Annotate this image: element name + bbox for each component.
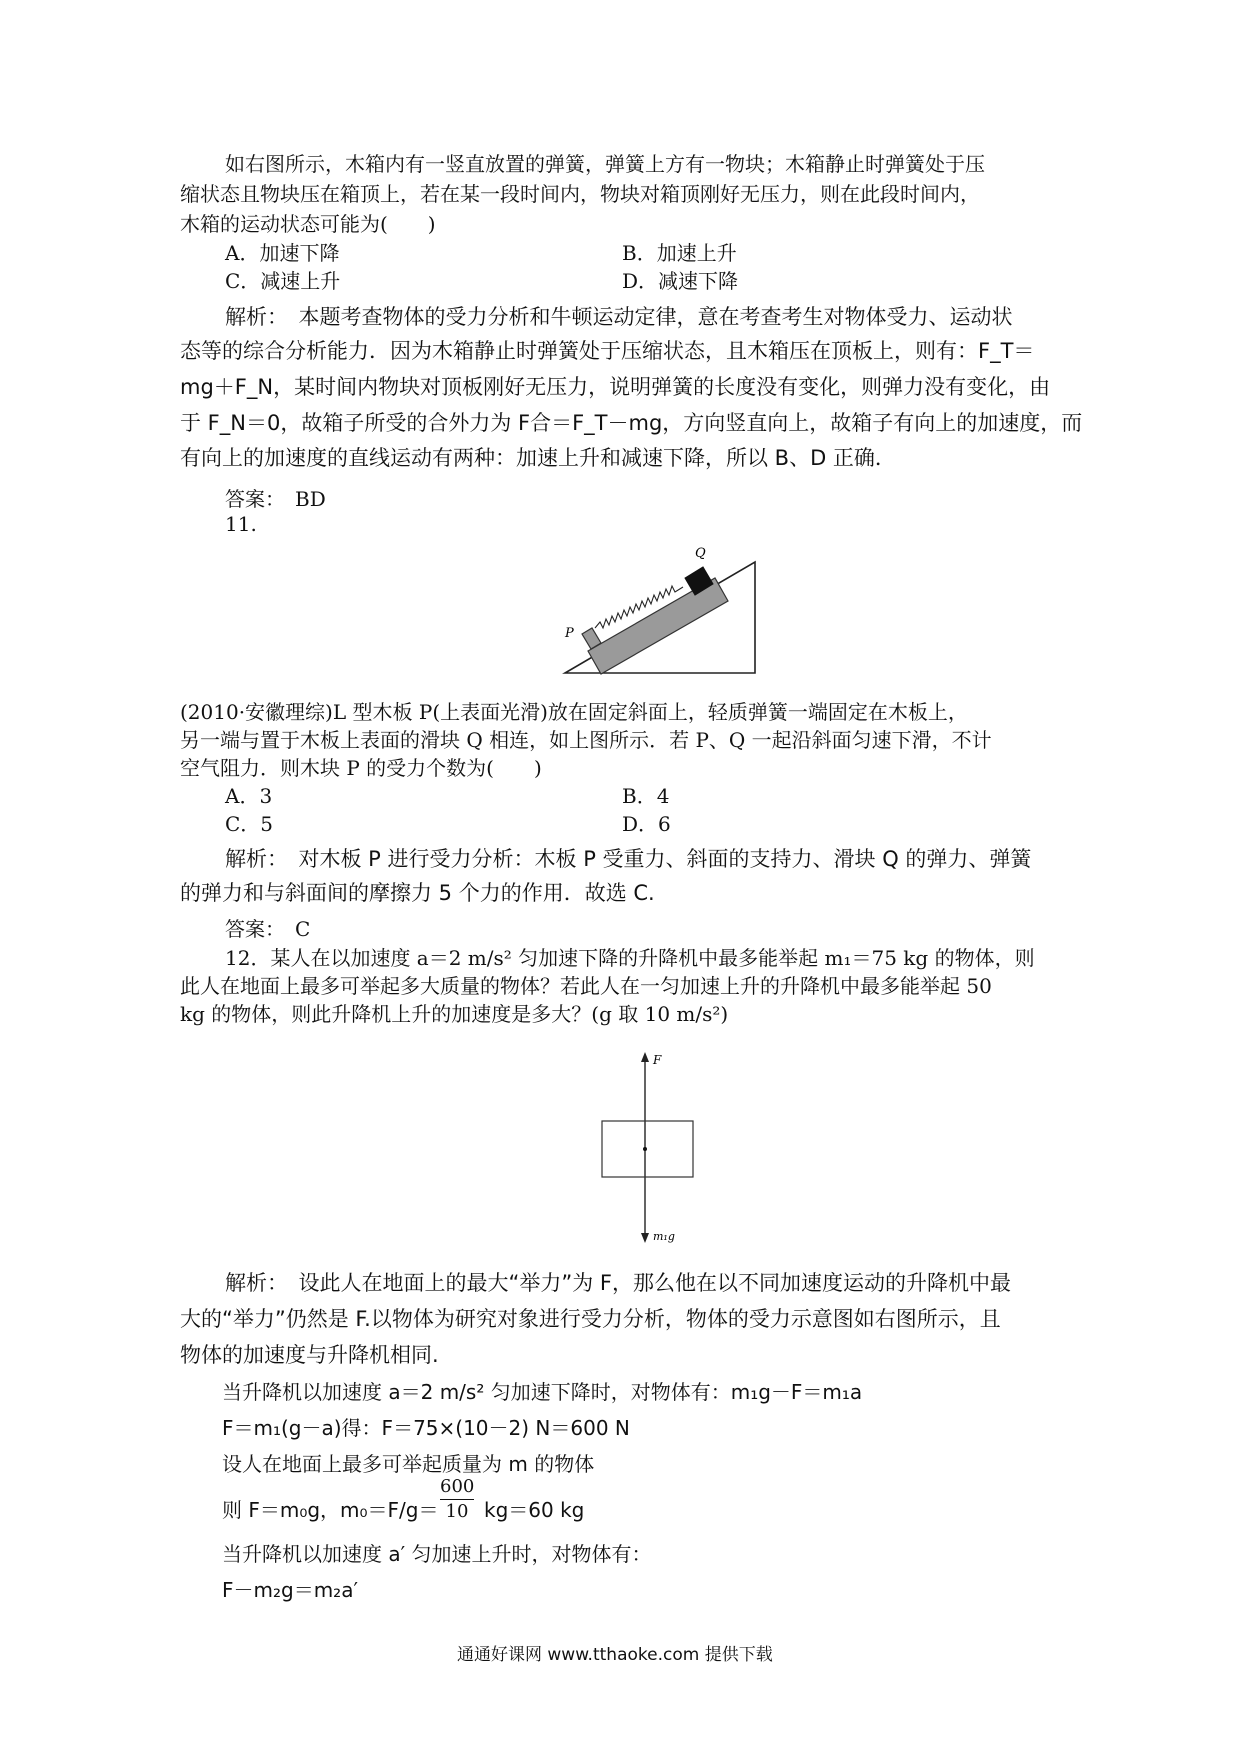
q11-option-d: D．6	[622, 812, 671, 836]
q12-eq-5: 当升降机以加速度 a′ 匀加速上升时，对物体有：	[222, 1542, 652, 1566]
q12-eq-3: 设人在地面上最多可举起质量为 m 的物体	[222, 1452, 595, 1476]
q11-solution-line-1: 解析： 对木板 P 进行受力分析：木板 P 受重力、斜面的支持力、滑块 Q 的弹力、弹簧	[225, 847, 1032, 871]
q12-eq-4-right: kg＝60 kg	[484, 1498, 585, 1522]
label-f: F	[653, 1053, 662, 1067]
incline-figure	[555, 530, 775, 680]
q10-solution-line-4: 于 F_N＝0，故箱子所受的合外力为 F合＝F_T－mg，方向竖直向上，故箱子有向上的加速度，而	[180, 411, 1083, 435]
q12-eq-6: F－m₂g＝m₂a′	[222, 1578, 358, 1602]
q11-solution-line-2: 的弹力和与斜面间的摩擦力 5 个力的作用．故选 C.	[180, 881, 655, 905]
q11-option-a: A．3	[225, 784, 273, 808]
force-diagram	[595, 1050, 705, 1250]
q12-line-3: kg 的物体，则此升降机上升的加速度是多大？(g 取 10 m/s²)	[180, 1002, 729, 1026]
q10-option-a: A．加速下降	[225, 241, 340, 265]
q10-solution-line-5: 有向上的加速度的直线运动有两种：加速上升和减速下降，所以 B、D 正确．	[180, 446, 896, 470]
fraction-denominator: 10	[445, 1501, 469, 1522]
force-f-arrowhead	[641, 1052, 649, 1062]
q12-eq-2: F＝m₁(g－a)得：F＝75×(10－2) N＝600 N	[222, 1416, 630, 1440]
q10-option-c: C．减速上升	[225, 269, 341, 293]
q12-line-2: 此人在地面上最多可举起多大质量的物体？若此人在一匀加速上升的升降机中最多能举起 50	[180, 974, 992, 998]
q12-solution-line-1: 解析： 设此人在地面上的最大“举力”为 F，那么他在以不同加速度运动的升降机中最	[225, 1271, 1012, 1295]
force-mg-arrowhead	[641, 1233, 649, 1243]
q12-solution-line-3: 物体的加速度与升降机相同.	[180, 1343, 439, 1367]
q11-option-b: B．4	[622, 784, 670, 808]
label-q: Q	[695, 546, 706, 561]
q10-solution-line-2: 态等的综合分析能力．因为木箱静止时弹簧处于压缩状态，且木箱压在顶板上，则有：F_T＝	[180, 339, 1035, 363]
q12-eq-1: 当升降机以加速度 a＝2 m/s² 匀加速下降时，对物体有：m₁g－F＝m₁a	[222, 1380, 863, 1404]
q12-line-1: 12．某人在以加速度 a＝2 m/s² 匀加速下降的升降机中最多能举起 m₁＝75 kg 的物体，则	[225, 946, 1035, 970]
object-box	[602, 1121, 693, 1177]
fraction-numerator: 600	[440, 1476, 475, 1497]
label-p: P	[565, 626, 574, 641]
q12-eq-4-left: 则 F＝m₀g，m₀＝F/g＝	[222, 1498, 439, 1522]
q10-solution-line-1: 解析： 本题考查物体的受力分析和牛顿运动定律，意在考查考生对物体受力、运动状	[225, 305, 1013, 329]
q10-option-d: D．减速下降	[622, 269, 739, 293]
q10-answer: 答案： BD	[225, 487, 326, 511]
q11-line-2: 另一端与置于木板上表面的滑块 Q 相连，如上图所示．若 P、Q 一起沿斜面匀速下滑，不计	[180, 728, 992, 752]
q10-option-b: B．加速上升	[622, 241, 737, 265]
q11-line-1: (2010·安徽理综)L 型木板 P(上表面光滑)放在固定斜面上，轻质弹簧一端固定在木板上，	[180, 700, 968, 724]
q10-line-1: 如右图所示，木箱内有一竖直放置的弹簧，弹簧上方有一物块；木箱静止时弹簧处于压	[225, 152, 985, 176]
q10-line-3: 木箱的运动状态可能为( )	[180, 212, 436, 236]
q12-solution-line-2: 大的“举力”仍然是 F.以物体为研究对象进行受力分析，物体的受力示意图如右图所示，且	[180, 1307, 1001, 1331]
q12-eq-4-fraction	[440, 1476, 474, 1523]
label-m1g: m₁g	[653, 1230, 675, 1243]
q10-solution-line-3: mg＋F_N，某时间内物块对顶板刚好无压力，说明弹簧的长度没有变化，则弹力没有变化，由	[180, 375, 1051, 399]
q11-answer: 答案： C	[225, 917, 311, 941]
center-dot	[643, 1147, 647, 1151]
q11-number: 11.	[225, 512, 257, 536]
q11-line-3: 空气阻力．则木块 P 的受力个数为( )	[180, 756, 542, 780]
page-footer: 通通好课网 www.tthaoke.com 提供下载	[457, 1645, 773, 1665]
q11-option-c: C．5	[225, 812, 274, 836]
q10-line-2: 缩状态且物块压在箱顶上，若在某一段时间内，物块对箱顶刚好无压力，则在此段时间内，	[180, 182, 980, 206]
